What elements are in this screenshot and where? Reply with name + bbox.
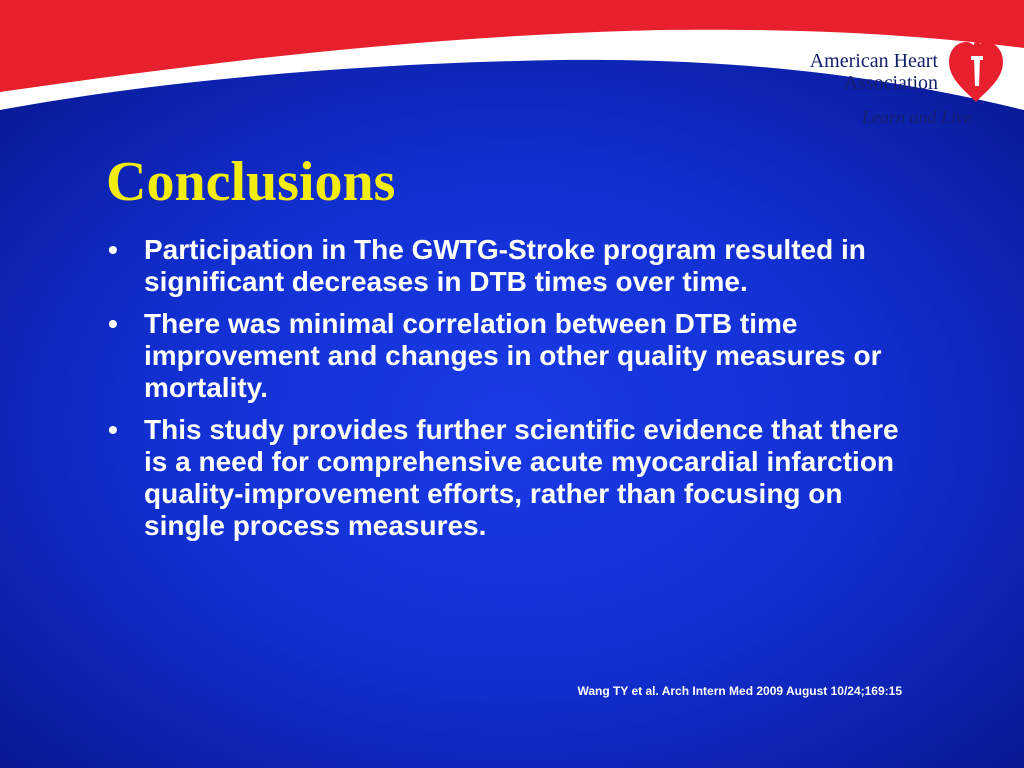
bullet-text: This study provides further scientific evidence that there is a need for comprehensive acute myocardial infarction quality-improvement efforts, rather than focusing on single process measures. <box>144 414 899 541</box>
logo-org-line1: American Heart <box>809 50 938 72</box>
bullet-text: There was minimal correlation between DTB time improvement and changes in other quality measures or mortality. <box>144 308 882 403</box>
bullet-marker: • <box>108 234 118 265</box>
logo-tagline: Learn and Live <box>862 107 972 127</box>
bullet-list <box>106 234 926 552</box>
bullet-item <box>106 234 926 298</box>
slide-title: Conclusions <box>106 151 396 213</box>
bullet-marker: • <box>108 308 118 339</box>
bullet-marker: • <box>108 414 118 445</box>
bullet-item <box>106 308 926 404</box>
bullet-item <box>106 414 926 542</box>
citation: Wang TY et al. Arch Intern Med 2009 August 10/24;169:15 <box>577 684 902 698</box>
logo-org-line2: Association <box>843 72 938 94</box>
aha-logo <box>770 30 1020 130</box>
bullet-text: Participation in The GWTG-Stroke program resulted in significant decreases in DTB times over time. <box>144 234 866 297</box>
heart-torch-icon <box>945 36 1007 104</box>
